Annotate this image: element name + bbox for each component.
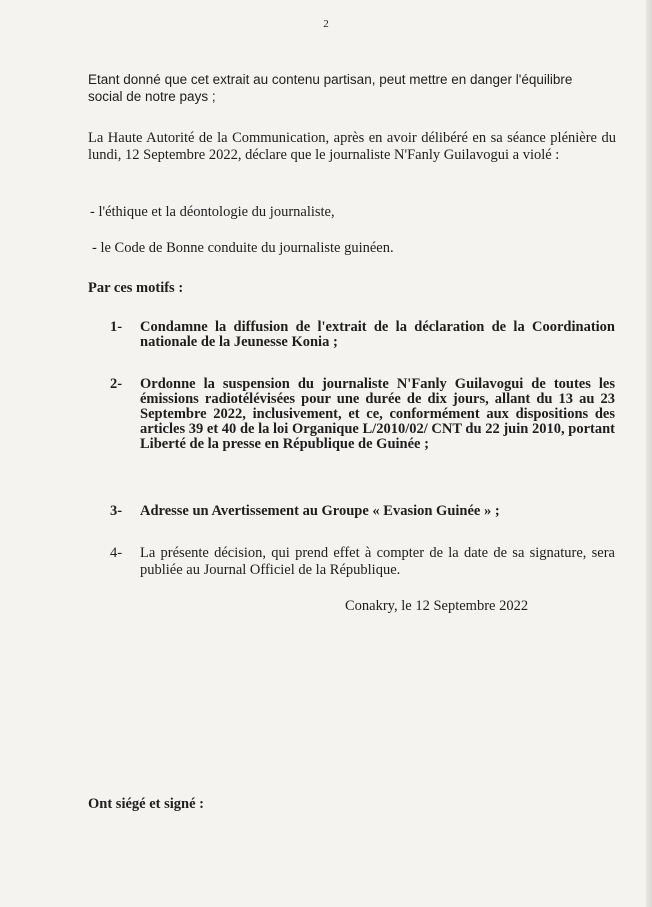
motifs-heading: Par ces motifs : [88, 280, 184, 296]
declaration-paragraph: La Haute Autorité de la Communication, après en avoir délibéré en sa séance plénière du lundi, 12 Septembre 2022, déclare que le journaliste N'Fanly Guilavogui a violé : [88, 130, 616, 163]
intro-paragraph [88, 71, 628, 105]
violation-code: - le Code de Bonne conduite du journaliste guinéen. [92, 240, 394, 256]
decision-item-3 [110, 504, 615, 519]
decision-item-1 [110, 320, 615, 350]
decision-text: Ordonne la suspension du journaliste N'Fanly Guilavogui de toutes les émissions radiotélévisées pour une durée de dix jours, allant du 13 au 23 Septembre 2022, inclusivement, et ce, conformément aux dispositions des articles 39 et 40 de la loi Organique L/2010/02/ CNT du 22 juin 2010, portant Liberté de la presse en République de Guinée ; [140, 376, 615, 452]
decision-text: Condamne la diffusion de l'extrait de la déclaration de la Coordination nationale de la Jeunesse Konia ; [140, 319, 615, 350]
decision-item-2 [110, 377, 615, 452]
intro-line-2: social de notre pays ; [88, 89, 216, 104]
decision-number: 3- [110, 503, 123, 519]
decision-text: La présente décision, qui prend effet à compter de la date de sa signature, sera publiée au Journal Officiel de la République. [140, 545, 615, 578]
decision-item-4 [110, 545, 615, 579]
decision-number: 1- [110, 319, 123, 335]
violation-ethics: - l'éthique et la déontologie du journaliste, [90, 204, 335, 220]
page-edge-shadow [646, 0, 652, 907]
place-date: Conakry, le 12 Septembre 2022 [345, 598, 529, 614]
intro-line-1: Etant donné que cet extrait au contenu partisan, peut mettre en danger l'équilibre [88, 72, 573, 87]
decision-text: Adresse un Avertissement au Groupe « Evasion Guinée » ; [140, 503, 500, 519]
signed-heading: Ont siégé et signé : [88, 796, 204, 812]
page-number: 2 [323, 18, 329, 30]
decision-number: 4- [110, 545, 123, 561]
decision-number: 2- [110, 376, 123, 392]
